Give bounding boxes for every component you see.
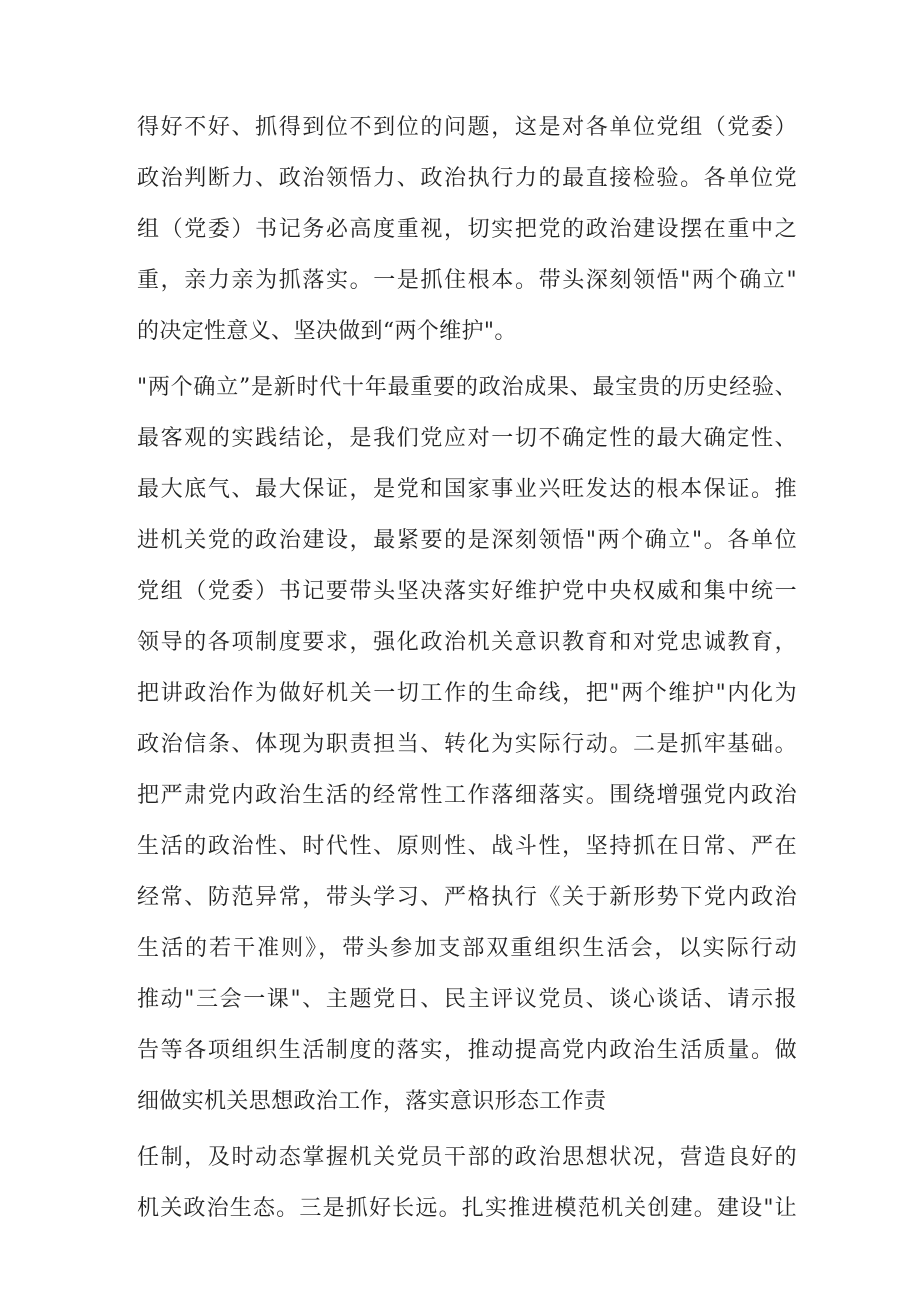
text-line-7: 最客观的实践结论，是我们党应对一切不确定性的最大确定性、 xyxy=(137,426,797,451)
text-line-5: 的决定性意义、坚决做到“两个维护"。 xyxy=(137,319,517,344)
text-line-11: 领导的各项制度要求，强化政治机关意识教育和对党忠诚教育， xyxy=(137,630,797,655)
text-line-3: 组（党委）书记务必高度重视，切实把党的政治建设摆在重中之 xyxy=(137,217,797,242)
text-line-16: 经常、防范异常，带头学习、严格执行《关于新形势下党内政治 xyxy=(137,885,797,910)
text-line-13: 政治信条、体现为职责担当、转化为实际行动。二是抓牢基础。 xyxy=(137,732,797,757)
text-line-12: 把讲政治作为做好机关一切工作的生命线，把"两个维护"内化为 xyxy=(137,681,797,706)
text-line-21: 任制，及时动态掌握机关党员干部的政治思想状况，营造良好的 xyxy=(137,1145,797,1170)
text-line-2: 政治判断力、政治领悟力、政治执行力的最直接检验。各单位党 xyxy=(137,166,797,191)
text-line-14: 把严肃党内政治生活的经常性工作落细落实。围绕增强党内政治 xyxy=(137,783,797,808)
text-line-9: 进机关党的政治建设，最紧要的是深刻领悟"两个确立"。各单位 xyxy=(137,528,797,553)
text-line-18: 推动"三会一课"、主题党日、民主评议党员、谈心谈话、请示报 xyxy=(137,987,797,1012)
text-line-1: 得好不好、抓得到位不到位的问题，这是对各单位党组（党委） xyxy=(137,115,797,140)
text-line-10: 党组（党委）书记要带头坚决落实好维护党中央权威和集中统一 xyxy=(137,579,797,604)
text-line-19: 告等各项组织生活制度的落实，推动提高党内政治生活质量。做 xyxy=(137,1038,797,1063)
text-line-20: 细做实机关思想政治工作，落实意识形态工作责 xyxy=(137,1089,607,1114)
text-line-22: 机关政治生态。三是抓好长远。扎实推进模范机关创建。建设"让 xyxy=(137,1196,797,1221)
text-line-8: 最大底气、最大保证，是党和国家事业兴旺发达的根本保证。推 xyxy=(137,477,797,502)
text-line-4: 重，亲力亲为抓落实。一是抓住根本。带头深刻领悟"两个确立" xyxy=(137,268,797,293)
text-line-15: 生活的政治性、时代性、原则性、战斗性，坚持抓在日常、严在 xyxy=(137,834,797,859)
text-line-6: "两个确立”是新时代十年最重要的政治成果、最宝贵的历史经验、 xyxy=(137,375,797,400)
text-line-17: 生活的若干准则》，带头参加支部双重组织生活会，以实际行动 xyxy=(137,936,797,961)
